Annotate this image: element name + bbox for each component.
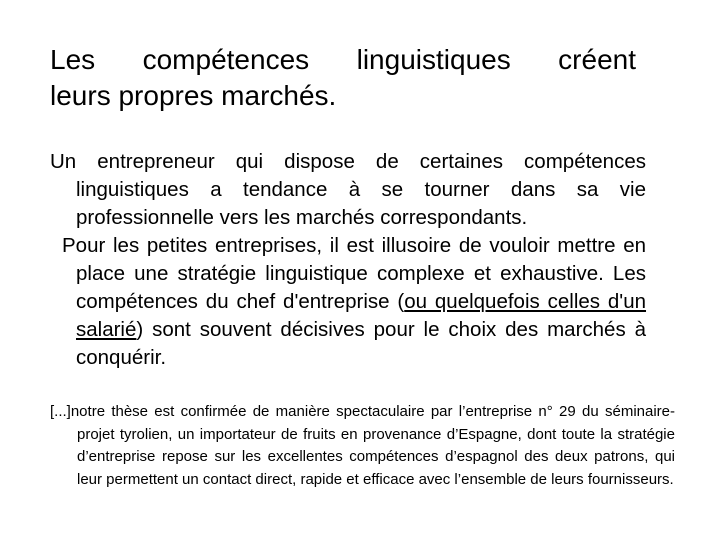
quote-ellipsis: [...] [50,403,71,420]
paragraph-2-text-b: ) sont souvent décisives pour le choix des marchés à conquérir. [76,318,646,369]
quote-paragraph [50,401,675,491]
paragraph-1: Un entrepreneur qui dispose de certaines compétences linguistiques a tendance à se tourner dans sa vie professionnelle vers les marchés correspondants. [50,150,646,229]
slide-title [50,42,636,114]
paragraph-2-text-a: Pour les petites entreprises, il est illusoire de vouloir mettre en place une stratégie linguistique complexe et exhaustive. Les compétences du chef d'entreprise ( [62,234,646,313]
title-line-2: leurs propres marchés. [50,80,337,111]
title-line-1: Les compétences linguistiques créent [50,44,636,75]
slide-body [50,148,646,372]
paragraph-2 [50,232,646,372]
paragraph-2-underlined-text: ou quelquefois celles d'un salarié [76,290,647,341]
quote-text: notre thèse est confirmée de manière spectaculaire par l’entreprise n° 29 du séminaire-projet tyrolien, un importateur de fruits en provenance d’Espagne, dont toute la stratégie d’entreprise repose sur les excellentes compétences d’espagnol des deux patrons, qui leur permettent un contact direct, rapide et efficace avec l’ensemble de leurs fournisseurs. [70,403,675,488]
